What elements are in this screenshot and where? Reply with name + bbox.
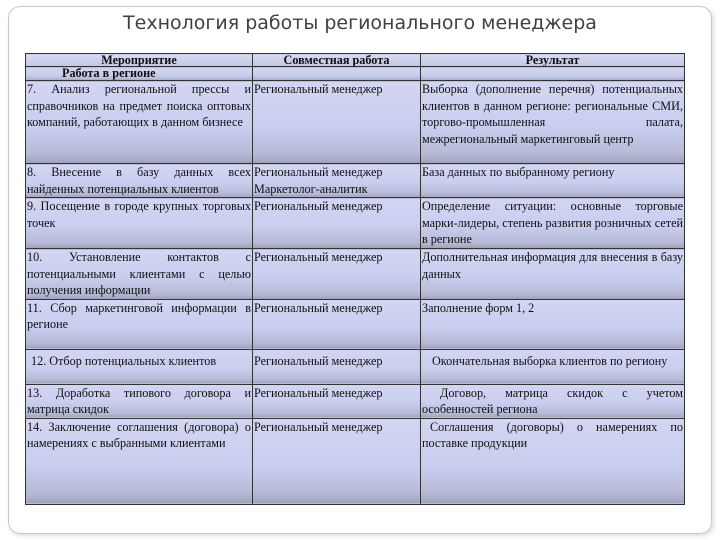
joint-cell: Региональный менеджер	[253, 349, 421, 384]
table-row	[26, 249, 685, 300]
joint-cell: Региональный менеджер	[253, 81, 421, 164]
result-cell: Соглашения (договоры) о намерениях по поставке продукции	[421, 418, 685, 504]
result-cell: Заполнение форм 1, 2	[421, 299, 685, 349]
table-row	[26, 198, 685, 249]
header-event: Мероприятие	[26, 54, 253, 67]
event-cell: 14. Заключение соглашения (договора) о намерениях с выбранными клиентами	[26, 418, 253, 504]
joint-cell: Региональный менеджер	[253, 198, 421, 249]
header-joint: Совместная работа	[253, 54, 421, 67]
result-cell: Договор, матрица скидок с учетом особенностей региона	[422, 385, 683, 416]
result-cell: Выборка (дополнение перечня) потенциальных клиентов в данном регионе: региональные СМИ, торгово-промышленная палата, межрегиональный маркетинговый центр	[421, 81, 685, 164]
event-cell: 10. Установление контактов с потенциальными клиентами с целью получения информации	[27, 250, 251, 297]
result-cell: Определение ситуации: основные торговые марки-лидеры, степень развития розничных сетей в регионе	[421, 198, 685, 249]
joint-cell: Региональный менеджер	[253, 299, 421, 349]
joint-cell: Региональный менеджер	[253, 249, 421, 300]
result-cell: Дополнительная информация для внесения в базу данных	[421, 249, 685, 300]
event-cell: 12. Отбор потенциальных клиентов	[26, 349, 253, 384]
event-cell: 11. Сбор маркетинговой информации в регионе	[26, 299, 253, 349]
table-header-row	[26, 54, 685, 67]
table-row	[26, 299, 685, 349]
table-row	[26, 164, 685, 198]
joint-cell: Региональный менеджер	[253, 418, 421, 504]
table-row	[26, 81, 685, 164]
workflow-table	[25, 53, 685, 505]
joint-cell: Региональный менеджер	[253, 384, 421, 418]
event-cell: 8. Внесение в базу данных всех найденных потенциальных клиентов	[27, 165, 251, 196]
table-row	[26, 418, 685, 504]
event-cell: 7. Анализ региональной прессы и справочников на предмет поиска оптовых компаний, работающих в данном бизнесе	[26, 81, 253, 164]
table-row	[26, 384, 685, 418]
section-row	[26, 67, 685, 81]
result-cell: База данных по выбранному региону	[421, 164, 685, 198]
table-row	[26, 349, 685, 384]
section-label: Работа в регионе	[26, 67, 253, 81]
event-cell: 9. Посещение в городе крупных торговых точек	[26, 198, 253, 249]
joint-cell: Региональный менеджер Маркетолог-аналитик	[253, 164, 421, 198]
result-cell: Окончательная выборка клиентов по региону	[421, 349, 685, 384]
event-cell: 13. Доработка типового договора и матрица скидок	[27, 385, 251, 416]
slide-title: Технология работы регионального менеджера	[123, 12, 597, 34]
header-result: Результат	[421, 54, 685, 67]
